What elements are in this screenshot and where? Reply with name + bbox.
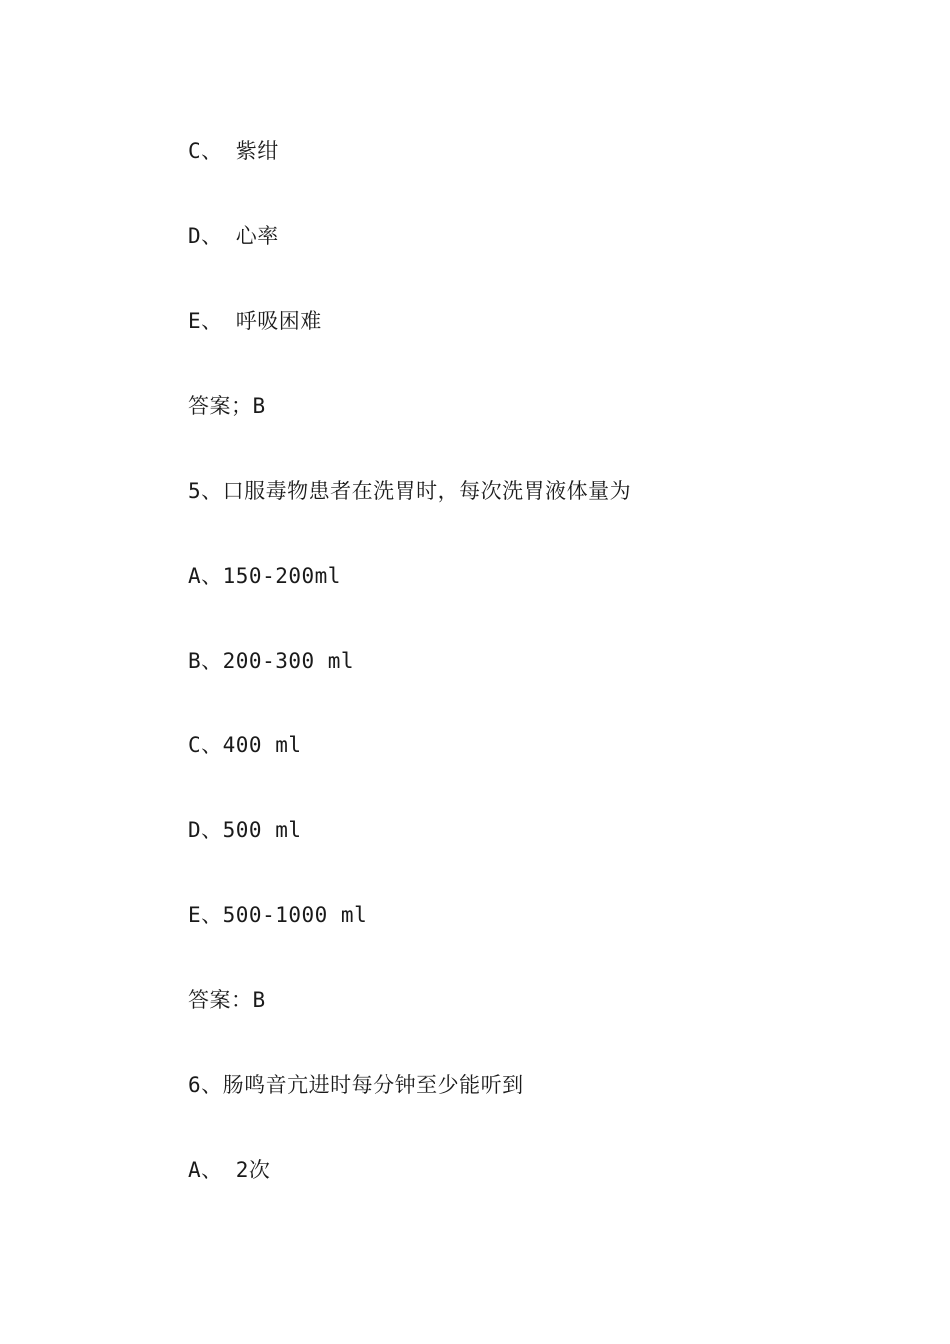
q6-option-a: A、 2次 bbox=[188, 1158, 271, 1182]
q5-option-e: E、500-1000 ml bbox=[188, 903, 368, 927]
q5-option-b: B、200-300 ml bbox=[188, 649, 355, 673]
question-6: 6、肠鸣音亢进时每分钟至少能听到 bbox=[188, 1073, 524, 1097]
option-e: E、 呼吸困难 bbox=[188, 309, 322, 333]
option-c: C、 紫绀 bbox=[188, 139, 279, 163]
q5-option-c: C、400 ml bbox=[188, 733, 302, 757]
answer-5: 答案：B bbox=[188, 988, 266, 1012]
q5-option-a: A、150-200ml bbox=[188, 564, 341, 588]
question-5: 5、口服毒物患者在洗胃时，每次洗胃液体量为 bbox=[188, 479, 632, 503]
option-d: D、 心率 bbox=[188, 224, 279, 248]
q5-option-d: D、500 ml bbox=[188, 818, 302, 842]
answer-4: 答案；B bbox=[188, 394, 266, 418]
